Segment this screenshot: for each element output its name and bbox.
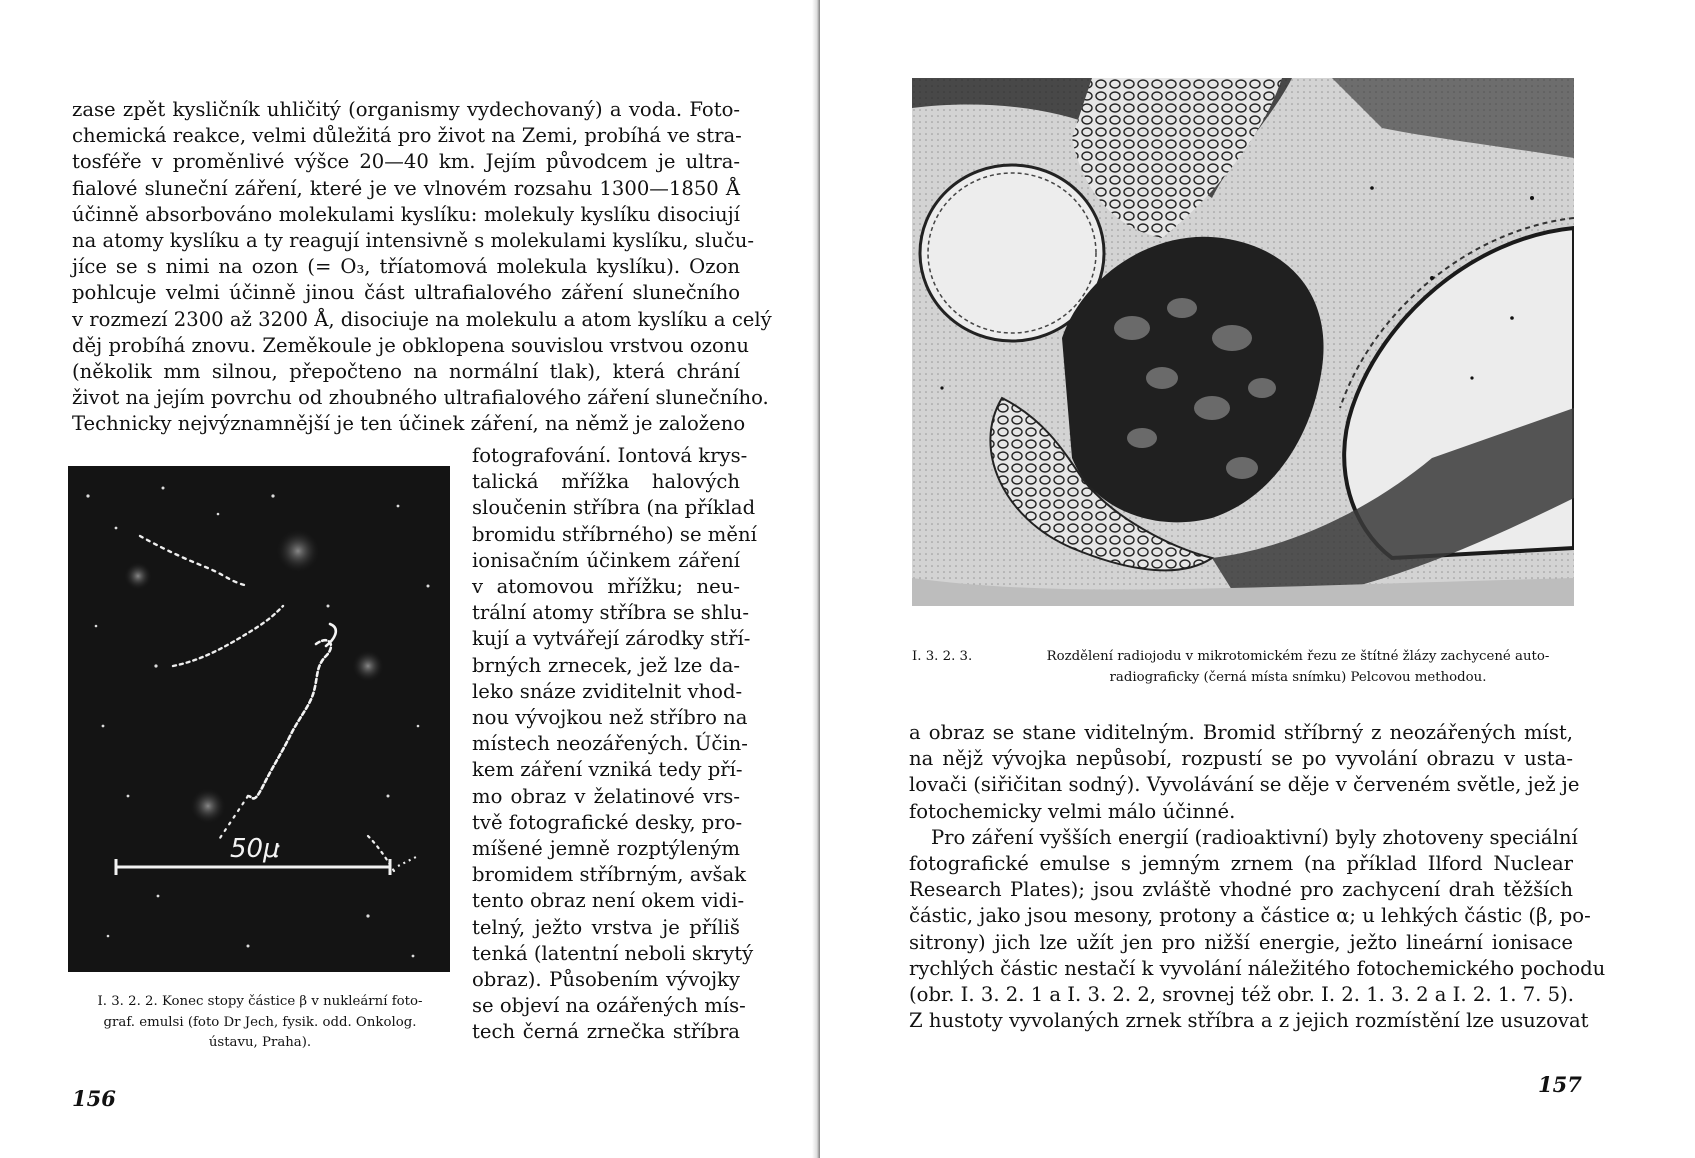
right-paragraphs bbox=[909, 720, 1606, 1034]
paragraph-line: Pro záření vyšších energií (radioaktivní) byly zhotoveny speciální bbox=[931, 825, 1578, 849]
left-page-number: 156 bbox=[72, 1086, 116, 1111]
paragraph-line: na nějž vývojka nepůsobí, rozpustí se po vyvolání obrazu v usta- bbox=[909, 747, 1573, 771]
paragraph-line: fotografické emulse s jemným zrnem (na příklad Ilford Nuclear bbox=[909, 852, 1573, 876]
caption-line: ústavu, Praha). bbox=[208, 1035, 312, 1050]
right-figure-caption bbox=[912, 647, 1578, 688]
paragraph-line: děj probíhá znovu. Zeměkoule je obklopena souvislou vrstvou ozonu bbox=[72, 333, 749, 357]
paragraph-line: účinně absorbováno molekulami kyslíku: molekuly kyslíku disociují bbox=[72, 202, 740, 226]
left-column-paragraph bbox=[472, 443, 757, 1046]
paragraph-line: sitrony) jich lze užít jen pro nižší energie, ježto lineární ionisace bbox=[909, 930, 1573, 954]
paragraph-line: Z hustoty vyvolaných zrnek stříbra a z jejich rozmístění lze usuzovat bbox=[909, 1009, 1589, 1033]
paragraph-line: fialové sluneční záření, které je ve vlnovém rozsahu 1300—1850 Å bbox=[72, 176, 740, 200]
column-line: se objeví na ozářených mís- bbox=[472, 994, 746, 1018]
paragraph-line: fotochemicky velmi málo účinné. bbox=[909, 799, 1236, 823]
caption-line: radiograficky (černá místa snímku) Pelcovou methodou. bbox=[1109, 669, 1487, 685]
column-line: míšené jemně rozptýleným bbox=[472, 837, 740, 861]
left-paragraph bbox=[72, 97, 772, 438]
paragraph-line: částic, jako jsou mesony, protony a částice α; u lehkých částic (β, po- bbox=[909, 904, 1591, 928]
column-line: brných zrnecek, jež lze da- bbox=[472, 653, 740, 677]
caption-line: graf. emulsi (foto Dr Jech, fysik. odd. Onkolog. bbox=[103, 1014, 417, 1030]
caption-line: Rozdělení radiojodu v mikrotomickém řezu ze štítné žlázy zachycené auto- bbox=[1046, 649, 1550, 664]
paragraph-line: pohlcuje velmi účinně jinou část ultrafialového záření slunečního bbox=[72, 281, 740, 305]
column-line: leko snáze zviditelnit vhod- bbox=[472, 679, 743, 703]
paragraph-line: (několik mm silnou, přepočteno na normální tlak), která chrání bbox=[72, 360, 740, 384]
left-figure-caption bbox=[70, 992, 450, 1054]
column-line: trální atomy stříbra se shlu- bbox=[472, 601, 749, 625]
paragraph-line: a obraz se stane viditelným. Bromid stříbrný z neozářených míst, bbox=[909, 721, 1573, 744]
column-line: tech černá zrnečka stříbra bbox=[472, 1020, 740, 1044]
particle-track-image bbox=[68, 466, 450, 972]
column-line: kují a vytvářejí zárodky stří- bbox=[472, 627, 751, 651]
paragraph-line: na atomy kyslíku a ty reagují intensivně s molekulami kyslíku, sluču- bbox=[72, 229, 754, 253]
paragraph-line: rychlých částic nestačí k vyvolání náležitého fotochemického pochodu bbox=[909, 956, 1606, 980]
paragraph-line: v rozmezí 2300 až 3200 Å, disociuje na molekulu a atom kyslíku a celý bbox=[72, 307, 772, 331]
paragraph-line: Technicky nejvýznamnější je ten účinek záření, na němž je založeno bbox=[72, 412, 746, 436]
thyroid-autoradiograph-photo bbox=[912, 78, 1574, 606]
column-line: bromidem stříbrným, avšak bbox=[472, 863, 747, 887]
column-line: sloučenin stříbra (na příklad bbox=[472, 496, 756, 520]
paragraph-line: jíce se s nimi na ozon (= O₃, tříatomová molekula kyslíku). Ozon bbox=[72, 255, 740, 279]
column-line: bromidu stříbrného) se mění bbox=[472, 522, 757, 546]
scale-label: 50μ bbox=[230, 834, 280, 864]
column-line: nou vývojkou než stříbro na bbox=[472, 706, 748, 730]
column-line: mo obraz v želatinové vrs- bbox=[472, 784, 740, 808]
nuclear-emulsion-photo bbox=[68, 466, 450, 972]
paragraph-line: chemická reakce, velmi důležitá pro život na Zemi, probíhá ve stra- bbox=[72, 124, 742, 148]
column-line: v atomovou mřížku; neu- bbox=[472, 575, 740, 599]
column-line: telný, ježto vrstva je příliš bbox=[472, 915, 740, 939]
right-paragraph-1 bbox=[909, 720, 1580, 825]
paragraph-line: život na jejím povrchu od zhoubného ultrafialového záření slunečního. bbox=[72, 386, 769, 410]
paragraph-line: Research Plates); jsou zvláště vhodné pro zachycení drah těžších bbox=[909, 878, 1573, 902]
column-line: obraz). Působením vývojky bbox=[472, 968, 740, 992]
left-page bbox=[0, 0, 820, 1158]
caption-number: I. 3. 2. 3. bbox=[912, 649, 973, 664]
caption-body bbox=[1018, 647, 1578, 688]
column-line: kem záření vzniká tedy pří- bbox=[472, 758, 743, 782]
column-line: místech neozářených. Účin- bbox=[472, 732, 748, 756]
autoradiograph-image bbox=[912, 78, 1574, 606]
column-line: tento obraz není okem vidi- bbox=[472, 889, 745, 913]
paragraph-line: (obr. I. 3. 2. 1 a I. 3. 2. 2, srovnej též obr. I. 2. 1. 3. 2 a I. 2. 1. 7. 5). bbox=[909, 983, 1574, 1007]
column-line: tenká (latentní neboli skrytý bbox=[472, 941, 754, 965]
paragraph-line: tosféře v proměnlivé výšce 20—40 km. Jejím původcem je ultra- bbox=[72, 150, 740, 174]
right-paragraph-2 bbox=[909, 825, 1606, 1035]
column-line: ionisačním účinkem záření bbox=[472, 548, 740, 572]
column-line: tvě fotografické desky, pro- bbox=[472, 810, 743, 834]
paragraph-line: zase zpět kysličník uhličitý (organismy vydechovaný) a voda. Foto- bbox=[72, 98, 740, 121]
right-page-number: 157 bbox=[1538, 1072, 1582, 1097]
caption-line: I. 3. 2. 2. Konec stopy částice β v nukleární foto- bbox=[97, 994, 423, 1009]
column-line: fotografování. Iontová krys- bbox=[472, 444, 748, 467]
column-line: talická mřížka halových bbox=[472, 470, 740, 494]
paragraph-line: lovači (siřičitan sodný). Vyvolávání se děje v červeném světle, jež je bbox=[909, 773, 1580, 797]
